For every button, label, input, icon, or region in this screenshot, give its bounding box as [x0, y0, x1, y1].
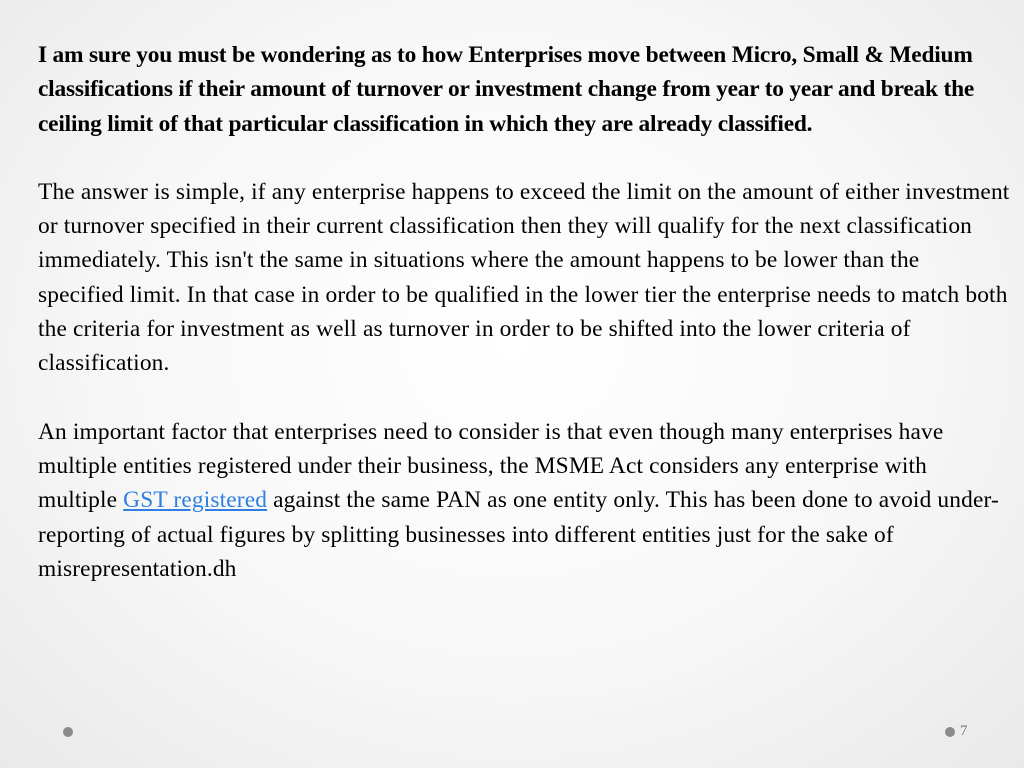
page-number: 7: [960, 723, 968, 739]
slide-body: [38, 38, 1010, 586]
factor-paragraph: [38, 415, 1010, 586]
intro-paragraph: I am sure you must be wondering as to how Enterprises move between Micro, Small & Medium classifications if their amount of turnover or investment change from year to year and break the ceiling limit of that particular classification in which they are already classified.: [38, 42, 975, 137]
gst-registered-link[interactable]: GST registered: [123, 487, 268, 514]
bullet-dot-icon: [63, 727, 73, 737]
paragraph-spacer: [38, 141, 1010, 175]
paragraph-spacer: [38, 381, 1010, 415]
answer-paragraph: The answer is simple, if any enterprise happens to exceed the limit on the amount of either investment or turnover specified in their current classification then they will qualify for the next classification immediately. This isn't the same in situations where the amount happens to be lower than the specified limit. In that case in order to be qualified in the lower tier the enterprise needs to match both the criteria for investment as well as turnover in order to be shifted into the lower criteria of classification.: [38, 178, 1010, 377]
bullet-dot-icon: [945, 727, 955, 737]
factor-text-before-link: An important factor that enterprises need to consider is that even though many enterprises have multiple entities registered under their business, the MSME Act considers any enterprise with multiple: [38, 418, 944, 514]
factor-text-after-link: against the same PAN as one entity only. This has been done to avoid under-reporting of actual figures by splitting businesses into different entities just for the sake of misrepresentation.dh: [38, 487, 999, 582]
